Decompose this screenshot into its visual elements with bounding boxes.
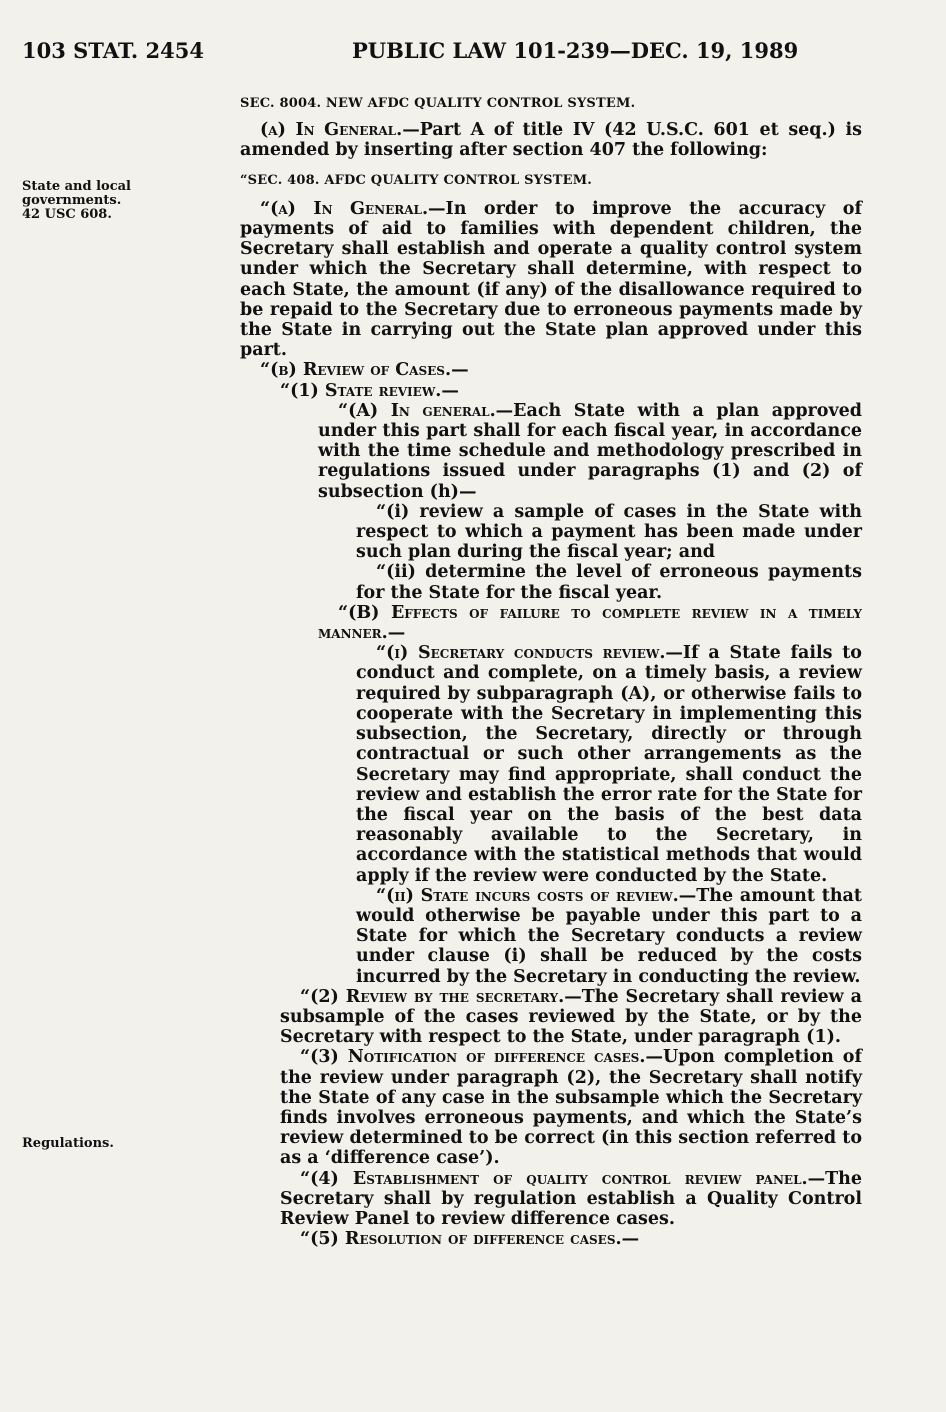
paragraph-label: “(5) Resolution of difference cases. (300, 1229, 622, 1250)
paragraph-b4 (280, 1169, 862, 1230)
paragraph-label: “(4) Establishment of quality control review panel. (300, 1168, 808, 1189)
paragraph-label: “(3) Notification of difference cases. (300, 1047, 646, 1068)
paragraph-b1B-i (356, 643, 862, 885)
paragraph-label: “(2) Review by the secretary. (300, 986, 565, 1007)
paragraph-text: —Upon completion of the review under paragraph (2), the Secretary shall notify the State of any case in the subsample which the Secretary finds involves erroneous payments, and which the State’s review determined to be correct (in this section referred to as a ‘difference case’). (280, 1047, 862, 1169)
paragraph-dash: — (451, 360, 469, 381)
paragraph-b1B-heading (318, 603, 862, 643)
paragraph-dash: — (441, 380, 459, 401)
paragraph-label: “(a) In General. (260, 198, 429, 219)
law-title: PUBLIC LAW 101-239—DEC. 19, 1989 (352, 38, 799, 63)
paragraph-b-heading (240, 360, 862, 380)
paragraph-text: —If a State fails to conduct and complete, on a timely basis, a review required by subparagraph (A), or otherwise fails to cooperate with the Secretary in implementing this subsection, the Secretary, directly or through contractual or such other arrangements as the Secretary may find appropriate, shall conduct the review and establish the error rate for the State for the fiscal year on the basis of the best data reasonably available to the Secretary, in accordance with the statistical methods that would apply if the review were conducted by the State. (356, 643, 862, 886)
margin-note-regulations: Regulations. (22, 1136, 114, 1151)
paragraph-label: “(b) Review of Cases. (260, 360, 452, 381)
paragraph-label: “(A) In general. (338, 400, 496, 421)
section-408-heading: “SEC. 408. AFDC QUALITY CONTROL SYSTEM. (240, 172, 593, 188)
paragraph-text: —The amount that would otherwise be payable under this part to a State for which the Secretary conducts a review under clause (i) shall be reduced by the costs incurred by the Secretary in conducting the review. (356, 885, 862, 987)
paragraph-b3 (280, 1047, 862, 1168)
paragraph-b5-heading (280, 1229, 862, 1249)
paragraph-label: “(1) State review. (280, 380, 442, 401)
paragraph-b1A-ii: “(ii) determine the level of erroneous payments for the State for the fiscal year. (356, 562, 862, 603)
paragraph-text: —Part A of title IV (42 U.S.C. 601 et seq.) is amended by inserting after section 407 the following: (240, 120, 862, 161)
paragraph-text: —The Secretary shall by regulation establish a Quality Control Review Panel to review difference cases. (280, 1168, 862, 1229)
paragraph-label: (a) In General. (260, 120, 403, 141)
paragraph-dash: — (621, 1229, 640, 1250)
paragraph-b1A-i: “(i) review a sample of cases in the State with respect to which a payment has been made under such plan during the fiscal year; and (356, 501, 862, 563)
paragraph-label: “(B) Effects of failure to complete review in a timely manner. (318, 602, 862, 644)
paragraph-a-general (240, 120, 862, 160)
margin-note-line: 42 USC 608. (22, 207, 112, 222)
page-id: 103 STAT. 2454 (22, 38, 204, 63)
margin-note-state-local (22, 180, 212, 222)
margin-note-line: governments. (22, 193, 122, 208)
paragraph-label: “(ii) State incurs costs of review. (376, 885, 679, 906)
paragraph-text: —In order to improve the accuracy of payments of aid to families with dependent children, the Secretary shall establish and operate a quality control system under which the Secretary shall determine, with respect to each State, the amount (if any) of the disallowance required to be repaid to the Secretary due to erroneous payments made by the State in carrying out the State plan approved under this part. (240, 198, 862, 361)
paragraph-b1B-ii (356, 886, 862, 987)
margin-note-line: State and local (22, 179, 131, 194)
paragraph-b1-heading (240, 381, 862, 401)
paragraph-408-a (240, 199, 862, 361)
paragraph-text: —Each State with a plan approved under this part shall for each fiscal year, in accordance with the time schedule and methodology prescribed in regulations issued under paragraphs (1) and (2) of subsection (h)— (318, 400, 862, 502)
paragraph-b1A (318, 401, 862, 502)
section-8004-heading: SEC. 8004. NEW AFDC QUALITY CONTROL SYSTEM. (240, 96, 636, 111)
paragraph-label: “(i) Secretary conducts review. (376, 643, 666, 664)
paragraph-dash: — (387, 623, 406, 644)
statute-body (240, 94, 862, 1249)
paragraph-text: —The Secretary shall review a subsample of the cases reviewed by the State, or by the Secretary with respect to the State, under paragraph (1). (280, 986, 863, 1048)
paragraph-b2 (280, 987, 862, 1048)
